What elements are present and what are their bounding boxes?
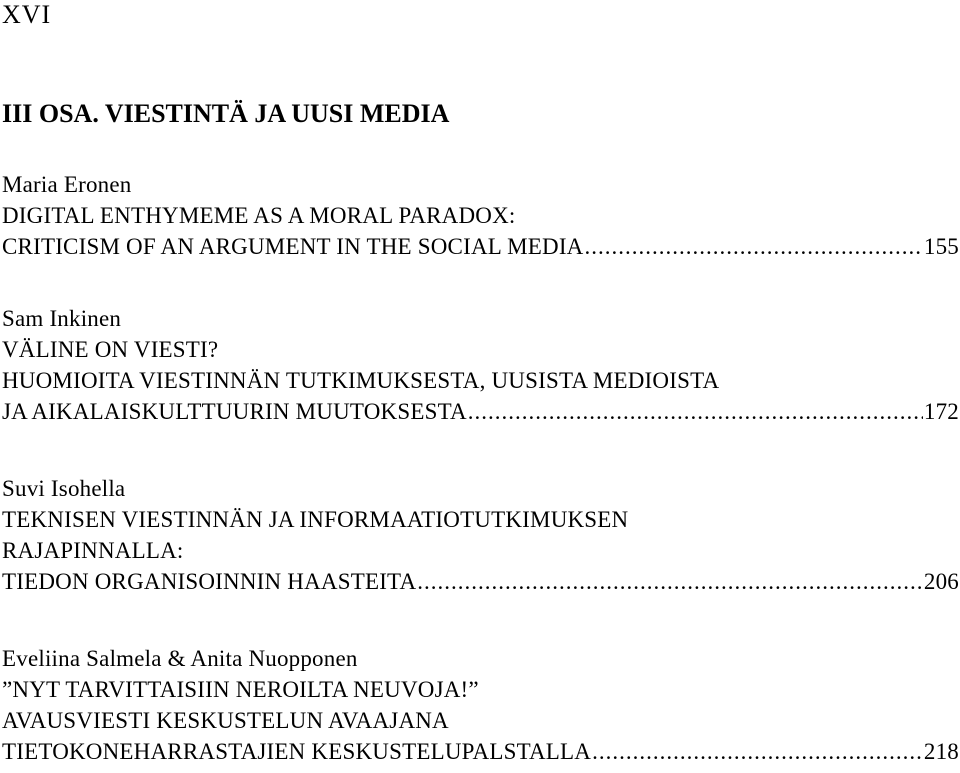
entry-author: Suvi Isohella (2, 476, 126, 501)
toc-entry (2, 643, 959, 767)
page-number: XVI (2, 0, 52, 29)
entry-title-last-line[interactable] (2, 566, 959, 597)
toc-entry (2, 303, 959, 427)
dot-leader (468, 396, 923, 427)
entry-title-line: RAJAPINNALLA: (2, 538, 184, 563)
entry-title-text: TIETOKONEHARRASTAJIEN KESKUSTELUPALSTALLA (2, 739, 592, 764)
entry-page-number: 206 (923, 569, 959, 594)
dot-leader (417, 566, 923, 597)
entry-author: Maria Eronen (2, 172, 132, 197)
entry-title-text: JA AIKALAISKULTTUURIN MUUTOKSESTA (2, 399, 467, 424)
dot-leader (592, 736, 923, 767)
entry-page-number: 218 (923, 739, 959, 764)
entry-author: Eveliina Salmela & Anita Nuopponen (2, 646, 358, 671)
section-title: III OSA. VIESTINTÄ JA UUSI MEDIA (2, 99, 450, 128)
entry-title-text: TIEDON ORGANISOINNIN HAASTEITA (2, 569, 417, 594)
entry-title-line: HUOMIOITA VIESTINNÄN TUTKIMUKSESTA, UUSISTA MEDIOISTA (2, 368, 720, 393)
entry-author: Sam Inkinen (2, 306, 122, 331)
dot-leader (585, 231, 923, 262)
entry-title-last-line[interactable] (2, 396, 959, 427)
entry-title-last-line[interactable] (2, 736, 959, 767)
entry-title-line: VÄLINE ON VIESTI? (2, 337, 219, 362)
entry-title-line: DIGITAL ENTHYMEME AS A MORAL PARADOX: (2, 203, 516, 228)
entry-title-line: TEKNISEN VIESTINNÄN JA INFORMAATIOTUTKIMUKSEN (2, 507, 629, 532)
entry-page-number: 172 (923, 399, 959, 424)
entry-page-number: 155 (923, 234, 959, 259)
entry-title-line: ”NYT TARVITTAISIIN NEROILTA NEUVOJA!” (2, 677, 479, 702)
entry-title-text: CRITICISM OF AN ARGUMENT IN THE SOCIAL MEDIA (2, 234, 584, 259)
toc-entry (2, 473, 959, 597)
toc-entry (2, 169, 959, 262)
entry-title-last-line[interactable] (2, 231, 959, 262)
entry-title-line: AVAUSVIESTI KESKUSTELUN AVAAJANA (2, 708, 449, 733)
